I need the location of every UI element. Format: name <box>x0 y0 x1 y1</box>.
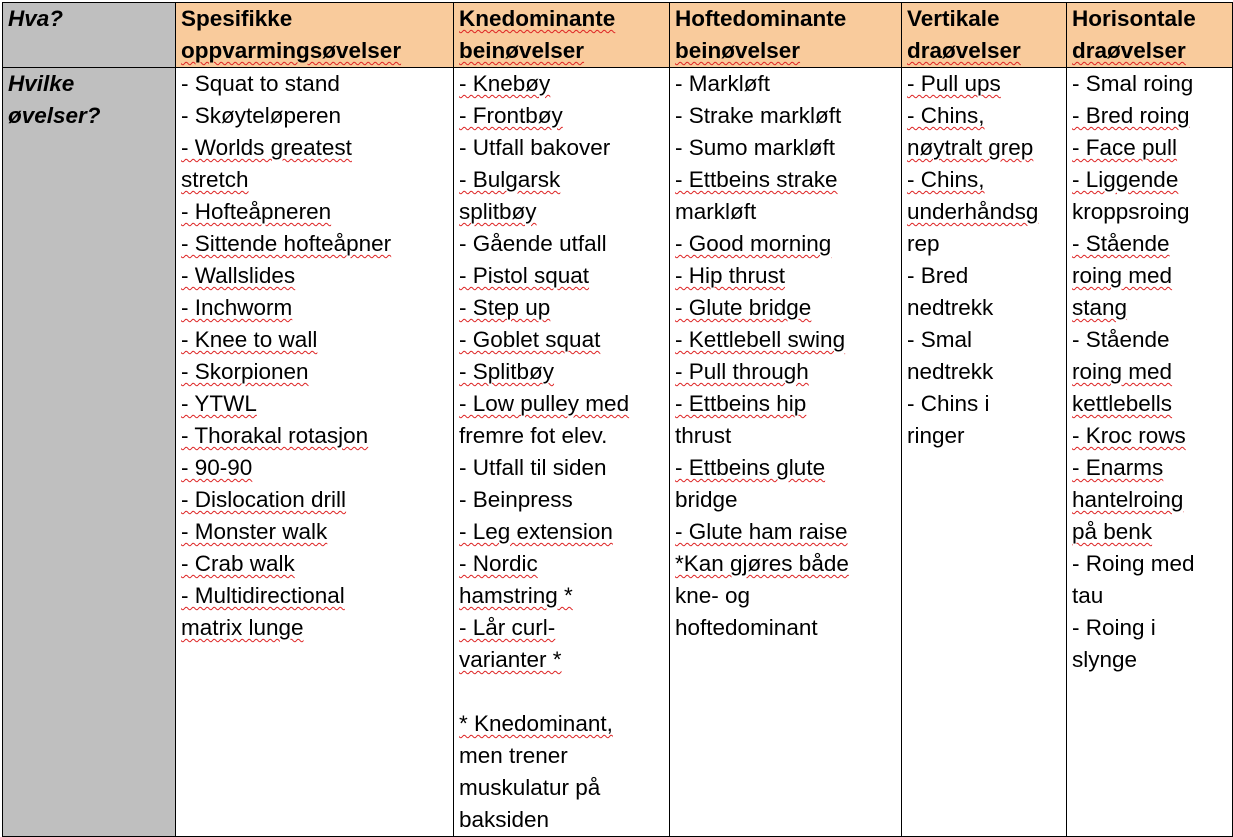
list-item: - Crab walk <box>181 551 295 576</box>
list-item: - Skorpionen <box>181 359 309 384</box>
list-item: - Smal roing <box>1072 71 1194 96</box>
list-item: hamstring * <box>459 583 573 608</box>
header-line: beinøvelser <box>459 38 585 63</box>
list-item: rep <box>907 231 940 256</box>
list-item: - Step up <box>459 295 551 320</box>
list-item: - Multidirectional <box>181 583 345 608</box>
list-item: roing med <box>1072 263 1173 288</box>
list-item: bridge <box>675 487 738 512</box>
list-item: - Gående utfall <box>459 231 607 256</box>
list-item: men trener <box>459 743 568 768</box>
list-item: - Liggende <box>1072 167 1179 192</box>
header-horizontal-pull <box>1067 3 1233 68</box>
list-item: - Monster walk <box>181 519 328 544</box>
list-hip-dominant <box>670 68 902 837</box>
list-item: fremre fot elev. <box>459 423 608 448</box>
list-item: - Sittende hofteåpner <box>181 231 392 256</box>
exercises-row <box>3 68 1233 837</box>
header-line: Vertikale <box>907 6 1000 31</box>
list-item: - Splitbøy <box>459 359 555 384</box>
header-vertical-pull <box>902 3 1067 68</box>
list-item: hantelroing <box>1072 487 1184 512</box>
list-item: - Leg extension <box>459 519 613 544</box>
list-item: - Wallslides <box>181 263 296 288</box>
list-item: - Dislocation drill <box>181 487 347 512</box>
list-item: - Knebøy <box>459 71 551 96</box>
list-item: kettlebells <box>1072 391 1173 416</box>
list-item: stang <box>1072 295 1128 320</box>
list-item: - Skøyteløperen <box>181 103 342 128</box>
list-item: - Kettlebell swing <box>675 327 846 352</box>
list-item: nøytralt grep <box>907 135 1034 160</box>
list-item: tau <box>1072 583 1104 608</box>
list-item: * Knedominant, <box>459 711 613 736</box>
header-warmup <box>176 3 454 68</box>
row-label-hvilke-ovelser: Hvilke øvelser? <box>3 68 176 837</box>
list-item: - Worlds greatest <box>181 135 352 160</box>
list-item: - Sumo markløft <box>675 135 836 160</box>
list-knee-dominant <box>454 68 670 837</box>
list-item: på benk <box>1072 519 1153 544</box>
list-item: slynge <box>1072 647 1138 672</box>
header-line: Horisontale <box>1072 6 1196 31</box>
list-item: - Chins i <box>907 391 990 416</box>
list-item: - Glute ham raise <box>675 519 848 544</box>
list-item: - Lår curl- <box>459 615 556 640</box>
list-item: - Nordic <box>459 551 538 576</box>
list-item: - Thorakal rotasjon <box>181 423 369 448</box>
header-line: Hoftedominante <box>675 6 847 31</box>
list-item: - Chins, <box>907 167 985 192</box>
list-vertical-pull <box>902 68 1067 837</box>
list-item: - Bulgarsk <box>459 167 561 192</box>
list-item: - Glute bridge <box>675 295 812 320</box>
list-item: - Frontbøy <box>459 103 563 128</box>
list-item: - Pull through <box>675 359 809 384</box>
list-item: - 90-90 <box>181 455 253 480</box>
header-line: Knedominante <box>459 6 616 31</box>
list-item: - YTWL <box>181 391 257 416</box>
list-item: roing med <box>1072 359 1173 384</box>
list-item: underhåndsg <box>907 199 1039 224</box>
list-item: - Pull ups <box>907 71 1001 96</box>
list-item: - Low pulley med <box>459 391 630 416</box>
exercise-table <box>2 2 1233 837</box>
list-item: - Bred roing <box>1072 103 1190 128</box>
list-item: muskulatur på <box>459 775 601 800</box>
list-item: - Ettbeins strake <box>675 167 838 192</box>
header-line: Spesifikke <box>181 6 293 31</box>
list-item: - Bred <box>907 263 969 288</box>
list-item: hoftedominant <box>675 615 818 640</box>
header-line: oppvarmingsøvelser <box>181 38 402 63</box>
list-item: - Inchworm <box>181 295 293 320</box>
header-line: draøvelser <box>1072 38 1186 63</box>
list-item: - Beinpress <box>459 487 573 512</box>
list-item: stretch <box>181 167 249 192</box>
list-item: - Utfall bakover <box>459 135 611 160</box>
header-hip-dominant <box>670 3 902 68</box>
list-item: nedtrekk <box>907 295 994 320</box>
list-item: kroppsroing <box>1072 199 1190 224</box>
list-item: matrix lunge <box>181 615 304 640</box>
list-item: - Face pull <box>1072 135 1178 160</box>
list-item: markløft <box>675 199 757 224</box>
list-item: - Stående <box>1072 327 1170 352</box>
list-item: splitbøy <box>459 199 537 224</box>
list-item: varianter * <box>459 647 562 672</box>
header-line: draøvelser <box>907 38 1021 63</box>
list-item: - Goblet squat <box>459 327 601 352</box>
list-item: - Pistol squat <box>459 263 590 288</box>
list-item: - Enarms <box>1072 455 1164 480</box>
list-item: - Roing i <box>1072 615 1156 640</box>
list-item: - Utfall til siden <box>459 455 607 480</box>
list-item: kne- og <box>675 583 751 608</box>
list-item: thrust <box>675 423 732 448</box>
list-item: - Good morning <box>675 231 832 256</box>
row-label-hva: Hva? <box>3 3 176 68</box>
list-item: - Smal <box>907 327 973 352</box>
list-item: - Roing med <box>1072 551 1195 576</box>
list-item: - Ettbeins glute <box>675 455 826 480</box>
list-item: *Kan gjøres både <box>675 551 849 576</box>
list-item: - Knee to wall <box>181 327 318 352</box>
list-item: - Hofteåpneren <box>181 199 332 224</box>
list-item: baksiden <box>459 807 550 832</box>
list-item: ringer <box>907 423 965 448</box>
list-item: - Kroc rows <box>1072 423 1186 448</box>
list-item: - Stående <box>1072 231 1170 256</box>
header-knee-dominant <box>454 3 670 68</box>
list-item: - Chins, <box>907 103 985 128</box>
header-line: beinøvelser <box>675 38 801 63</box>
list-item: - Strake markløft <box>675 103 842 128</box>
list-item: - Ettbeins hip <box>675 391 807 416</box>
list-item: - Squat to stand <box>181 71 340 96</box>
header-row <box>3 3 1233 68</box>
list-item: nedtrekk <box>907 359 994 384</box>
list-horizontal-pull <box>1067 68 1233 837</box>
list-item: - Hip thrust <box>675 263 786 288</box>
list-warmup <box>176 68 454 837</box>
list-item: - Markløft <box>675 71 770 96</box>
list-item <box>459 676 665 708</box>
